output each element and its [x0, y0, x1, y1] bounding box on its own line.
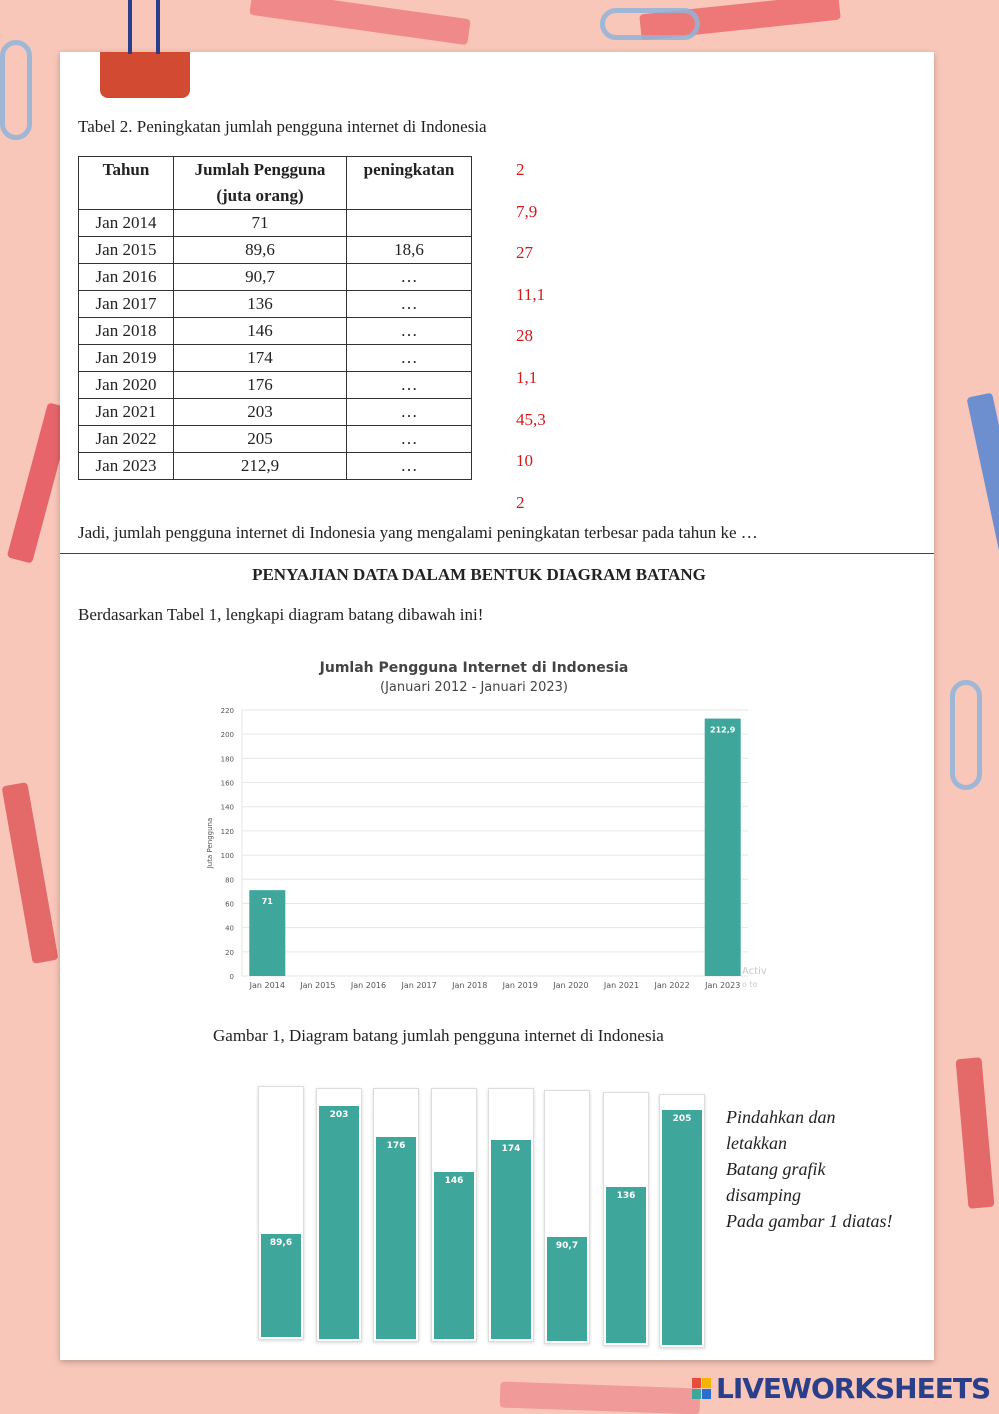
cell-year: Jan 2019 [79, 345, 174, 372]
bar [705, 719, 741, 976]
cell-year: Jan 2021 [79, 399, 174, 426]
binder-wire-decoration [128, 0, 132, 54]
brand-name: LIVEWORKSHEETS [716, 1372, 991, 1405]
pencil-decoration [249, 0, 470, 45]
header-increase: peningkatan [347, 157, 472, 210]
bar-value-label: 71 [261, 897, 273, 907]
x-tick-label: Jan 2021 [603, 981, 640, 990]
draggable-bars-area [252, 1070, 712, 1350]
x-tick-label: Jan 2019 [502, 981, 538, 990]
table-row [79, 345, 472, 372]
draggable-bar[interactable] [544, 1090, 590, 1344]
answer-option[interactable]: 1,1 [516, 368, 538, 387]
paperclip-decoration [600, 8, 700, 40]
x-tick-label: Jan 2014 [249, 981, 285, 990]
y-tick-label: 0 [229, 973, 234, 981]
cell-increase[interactable]: … [347, 291, 472, 318]
bar-value-label: 205 [672, 1114, 692, 1125]
bar-value-label: 174 [501, 1143, 521, 1154]
header-users-line1: Jumlah Pengguna [194, 160, 326, 179]
drag-instruction-line: Batang grafik [726, 1159, 826, 1179]
divider [60, 553, 934, 554]
cell-users: 203 [174, 399, 347, 426]
x-tick-label: Jan 2016 [350, 981, 387, 990]
cell-users: 176 [174, 372, 347, 399]
watermark-text: o to [742, 980, 758, 989]
y-tick-label: 140 [220, 803, 234, 812]
table-row [79, 237, 472, 264]
table-row [79, 372, 472, 399]
cell-users: 90,7 [174, 264, 347, 291]
bar-fill [261, 1234, 301, 1337]
draggable-bar[interactable] [316, 1088, 362, 1342]
bar-value-label: 212,9 [710, 725, 736, 735]
cell-increase[interactable]: … [347, 453, 472, 480]
answer-option[interactable]: 45,3 [516, 409, 546, 429]
cell-year: Jan 2015 [79, 237, 174, 264]
liveworksheets-logo-icon [692, 1378, 712, 1400]
drag-instruction-line: Pindahkan dan [726, 1107, 836, 1127]
x-tick-label: Jan 2017 [401, 981, 437, 990]
bar-chart[interactable] [200, 654, 770, 994]
cell-increase [347, 210, 472, 237]
cell-users: 174 [174, 345, 347, 372]
table-row [79, 426, 472, 453]
chart-title: Jumlah Pengguna Internet di Indonesia [319, 660, 629, 676]
cell-year: Jan 2017 [79, 291, 174, 318]
cell-year: Jan 2018 [79, 318, 174, 345]
cell-increase[interactable]: … [347, 318, 472, 345]
drag-instruction-line: letakkan [726, 1133, 787, 1153]
bar-fill [376, 1137, 416, 1339]
bar-value-label: 203 [329, 1110, 349, 1121]
bar-fill [606, 1187, 646, 1343]
cell-increase: 18,6 [347, 237, 472, 264]
cell-increase[interactable]: … [347, 399, 472, 426]
figure-caption: Gambar 1, Diagram batang jumlah pengguna internet di Indonesia [213, 1026, 664, 1045]
binder-wire-decoration [156, 0, 160, 54]
cell-year: Jan 2022 [79, 426, 174, 453]
chart-subtitle: (Januari 2012 - Januari 2023) [380, 680, 568, 695]
cell-increase[interactable]: … [347, 372, 472, 399]
x-tick-label: Jan 2018 [452, 981, 488, 990]
paperclip-decoration [950, 680, 982, 790]
binder-clip-decoration [100, 52, 190, 98]
bar-fill [547, 1237, 587, 1341]
y-tick-label: 60 [225, 900, 234, 909]
cell-year: Jan 2014 [79, 210, 174, 237]
draggable-bar[interactable] [488, 1088, 534, 1342]
x-tick-label: Jan 2015 [300, 981, 336, 990]
cell-increase[interactable]: … [347, 426, 472, 453]
cell-increase[interactable]: … [347, 345, 472, 372]
y-axis-label: Juta Pengguna [206, 817, 214, 869]
user-growth-table [78, 156, 472, 480]
y-tick-label: 160 [220, 779, 234, 788]
answer-option[interactable]: 2 [516, 160, 525, 179]
pencil-decoration [500, 1382, 701, 1414]
pencil-decoration [2, 782, 59, 964]
cell-year: Jan 2020 [79, 372, 174, 399]
cell-users: 136 [174, 291, 347, 318]
cell-users: 71 [174, 210, 347, 237]
draggable-bar[interactable] [258, 1086, 304, 1340]
answer-option[interactable]: 28 [516, 326, 533, 346]
cell-year: Jan 2023 [79, 453, 174, 480]
draggable-bar[interactable] [373, 1088, 419, 1342]
question-text: Jadi, jumlah pengguna internet di Indonesia yang mengalami peningkatan terbesar pada tahun ke … [78, 523, 758, 542]
table-row [79, 399, 472, 426]
bar-fill [662, 1110, 702, 1345]
chart-plot [200, 654, 770, 994]
cell-year: Jan 2016 [79, 264, 174, 291]
draggable-bar[interactable] [431, 1088, 477, 1342]
answer-option[interactable]: 27 [516, 243, 533, 263]
cell-users: 146 [174, 318, 347, 345]
bar-fill [319, 1106, 359, 1339]
draggable-bar[interactable] [659, 1094, 705, 1348]
table-row [79, 453, 472, 480]
table-row [79, 210, 472, 237]
table-row [79, 318, 472, 345]
draggable-bar[interactable] [603, 1092, 649, 1346]
answer-option[interactable]: 11,1 [516, 284, 546, 304]
bar-value-label: 146 [444, 1175, 464, 1186]
header-users [174, 157, 347, 210]
y-tick-label: 100 [220, 852, 234, 861]
instruction-text: Berdasarkan Tabel 1, lengkapi diagram batang dibawah ini! [78, 605, 484, 624]
drag-instruction [726, 1104, 893, 1234]
cell-users: 89,6 [174, 237, 347, 264]
header-year: Tahun [79, 157, 174, 210]
cell-increase[interactable]: … [347, 264, 472, 291]
x-tick-label: Jan 2023 [705, 981, 741, 990]
answer-option[interactable]: 2 [516, 492, 525, 512]
x-tick-label: Jan 2022 [654, 981, 690, 990]
bar-value-label: 89,6 [269, 1238, 293, 1249]
pencil-decoration [956, 1057, 995, 1209]
drag-instruction-line: Pada gambar 1 diatas! [726, 1211, 893, 1231]
y-tick-label: 80 [225, 876, 234, 885]
x-tick-label: Jan 2020 [553, 981, 589, 990]
table-row [79, 264, 472, 291]
answer-option[interactable]: 10 [516, 451, 533, 471]
answer-option[interactable]: 7,9 [516, 201, 538, 221]
cell-users: 205 [174, 426, 347, 453]
section-heading: PENYAJIAN DATA DALAM BENTUK DIAGRAM BATANG [252, 565, 706, 584]
table-row [79, 291, 472, 318]
table-caption: Tabel 2. Peningkatan jumlah pengguna internet di Indonesia [78, 117, 487, 136]
bar-fill [491, 1140, 531, 1339]
bar-value-label: 176 [386, 1141, 406, 1152]
header-users-line2: (juta orang) [216, 186, 304, 205]
pencil-decoration [966, 392, 999, 593]
paperclip-decoration [0, 40, 32, 140]
y-tick-label: 20 [225, 948, 234, 957]
cell-users: 212,9 [174, 453, 347, 480]
watermark-text: Activ [742, 966, 767, 977]
y-tick-label: 120 [220, 827, 234, 836]
y-tick-label: 180 [220, 755, 234, 764]
y-tick-label: 200 [220, 731, 234, 740]
y-tick-label: 40 [225, 924, 234, 933]
bar-value-label: 136 [616, 1191, 636, 1202]
drag-instruction-line: disamping [726, 1185, 802, 1205]
bar-value-label: 90,7 [555, 1241, 579, 1252]
bar-fill [434, 1172, 474, 1339]
y-tick-label: 220 [220, 707, 234, 715]
